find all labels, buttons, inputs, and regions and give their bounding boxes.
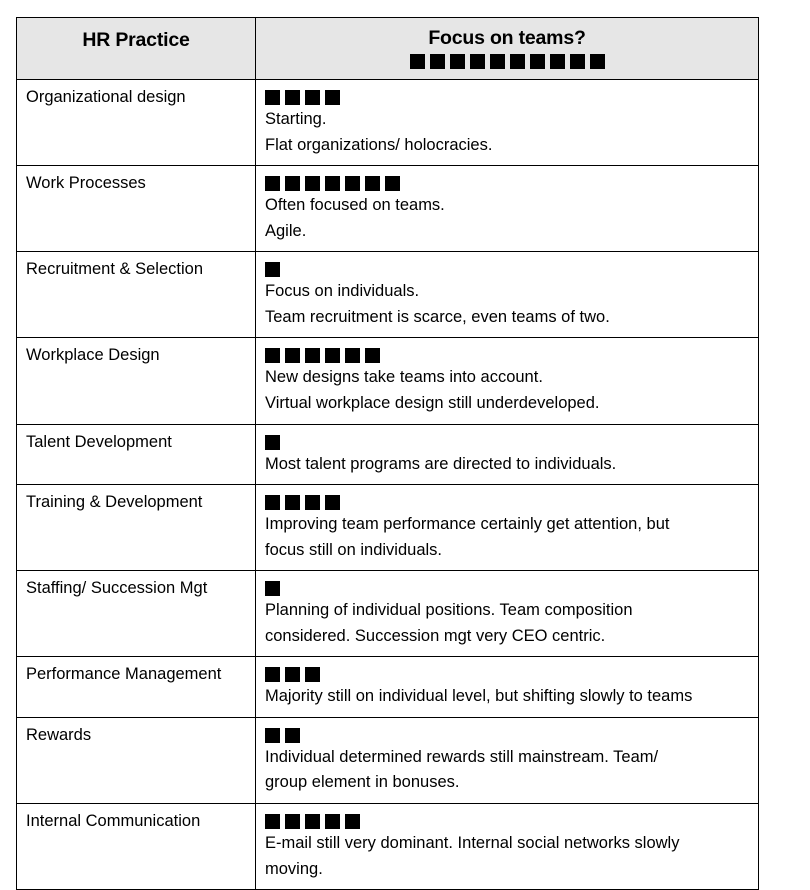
focus-on-teams-cell [256,804,759,890]
focus-scale-square [530,54,545,69]
focus-rating-square [265,728,280,743]
focus-rating-squares [265,172,750,193]
focus-rating-squares [265,663,750,684]
focus-rating-square [305,667,320,682]
hr-practice-name-cell: Workplace Design [17,338,256,424]
focus-note-line: Improving team performance certainly get attention, but [265,515,670,534]
hr-practice-team-focus-table [16,17,759,890]
focus-scale-square [450,54,465,69]
focus-note-line: Planning of individual positions. Team composition [265,601,633,620]
focus-rating-square [285,90,300,105]
column-header-hr-practice [17,18,256,80]
hr-practice-name-cell: Staffing/ Succession Mgt [17,571,256,657]
focus-rating-square [265,667,280,682]
table-header [17,18,759,80]
focus-rating-square [305,814,320,829]
column-header-hr-practice-label: HR Practice [82,29,190,51]
hr-practice-name-cell: Performance Management [17,657,256,718]
focus-rating-square [345,814,360,829]
table-row [17,424,759,485]
focus-note-line: Individual determined rewards still mainstream. Team/ [265,747,659,766]
focus-scale-square [490,54,505,69]
focus-rating-square [265,176,280,191]
focus-rating-squares [265,491,750,512]
focus-rating-square [345,176,360,191]
table-row [17,804,759,890]
focus-scale-square [550,54,565,69]
focus-note-line: New designs take teams into account. [265,368,543,387]
table-row [17,485,759,571]
focus-rating-square [265,90,280,105]
focus-note-line: Focus on individuals. [265,282,420,301]
focus-on-teams-cell [256,338,759,424]
hr-practice-name-cell: Recruitment & Selection [17,252,256,338]
table-row [17,717,759,803]
focus-rating-square [365,348,380,363]
focus-on-teams-cell [256,252,759,338]
hr-practice-name-cell: Rewards [17,717,256,803]
focus-rating-squares [265,431,750,452]
focus-note-line: Often focused on teams. [265,196,445,215]
focus-rating-square [265,262,280,277]
focus-rating-square [285,667,300,682]
focus-rating-square [325,814,340,829]
focus-rating-squares [265,86,750,107]
focus-on-teams-cell [256,717,759,803]
focus-rating-squares [265,577,750,598]
hr-practice-name-cell: Internal Communication [17,804,256,890]
focus-rating-squares [265,810,750,831]
focus-note-line: E-mail still very dominant. Internal social networks slowly [265,834,680,852]
focus-rating-square [285,728,300,743]
focus-scale-square [590,54,605,69]
focus-on-teams-cell [256,166,759,252]
focus-rating-square [325,176,340,191]
focus-scale-square [470,54,485,69]
focus-rating-squares [265,724,750,745]
table-row [17,338,759,424]
focus-note-line: considered. Succession mgt very CEO centric. [265,626,606,645]
table-row [17,571,759,657]
focus-rating-square [265,348,280,363]
table-row [17,166,759,252]
focus-rating-square [385,176,400,191]
focus-rating-square [305,90,320,105]
focus-rating-square [285,348,300,363]
focus-rating-square [265,581,280,596]
column-header-focus-on-teams-label: Focus on teams? [428,27,586,49]
focus-note-line: Flat organizations/ holocracies. [265,135,493,154]
focus-rating-square [305,348,320,363]
focus-on-teams-cell [256,571,759,657]
focus-rating-square [365,176,380,191]
table-body [17,80,759,890]
focus-note-line: focus still on individuals. [265,540,443,559]
focus-rating-square [325,348,340,363]
focus-rating-squares [265,344,750,365]
focus-rating-square [285,495,300,510]
table-row [17,657,759,718]
focus-rating-square [265,814,280,829]
focus-rating-square [285,176,300,191]
focus-scale-legend-squares [262,54,752,69]
focus-note-line: moving. [265,859,323,878]
focus-rating-square [265,495,280,510]
column-header-focus-on-teams [256,18,759,80]
focus-note-line: Agile. [265,221,307,240]
focus-scale-square [430,54,445,69]
focus-note-line: Most talent programs are directed to individuals. [265,454,617,473]
focus-rating-square [305,495,320,510]
focus-rating-square [345,348,360,363]
focus-rating-square [305,176,320,191]
hr-practice-name-cell: Training & Development [17,485,256,571]
table-row [17,80,759,166]
focus-on-teams-cell [256,80,759,166]
header-row [17,18,759,80]
focus-scale-square [570,54,585,69]
focus-note-line: Majority still on individual level, but shifting slowly to teams [265,687,693,706]
focus-note-line: group element in bonuses. [265,773,460,792]
focus-scale-square [510,54,525,69]
hr-practice-name-cell: Organizational design [17,80,256,166]
focus-on-teams-cell [256,485,759,571]
focus-note-line: Team recruitment is scarce, even teams of two. [265,307,610,326]
focus-rating-square [325,90,340,105]
focus-rating-square [265,435,280,450]
focus-scale-square [410,54,425,69]
table-row [17,252,759,338]
focus-rating-square [285,814,300,829]
focus-on-teams-cell [256,424,759,485]
focus-note-line: Starting. [265,110,327,128]
focus-note-line: Virtual workplace design still underdeveloped. [265,393,600,412]
focus-on-teams-cell [256,657,759,718]
focus-rating-squares [265,258,750,279]
hr-practice-name-cell: Talent Development [17,424,256,485]
hr-practice-name-cell: Work Processes [17,166,256,252]
focus-rating-square [325,495,340,510]
